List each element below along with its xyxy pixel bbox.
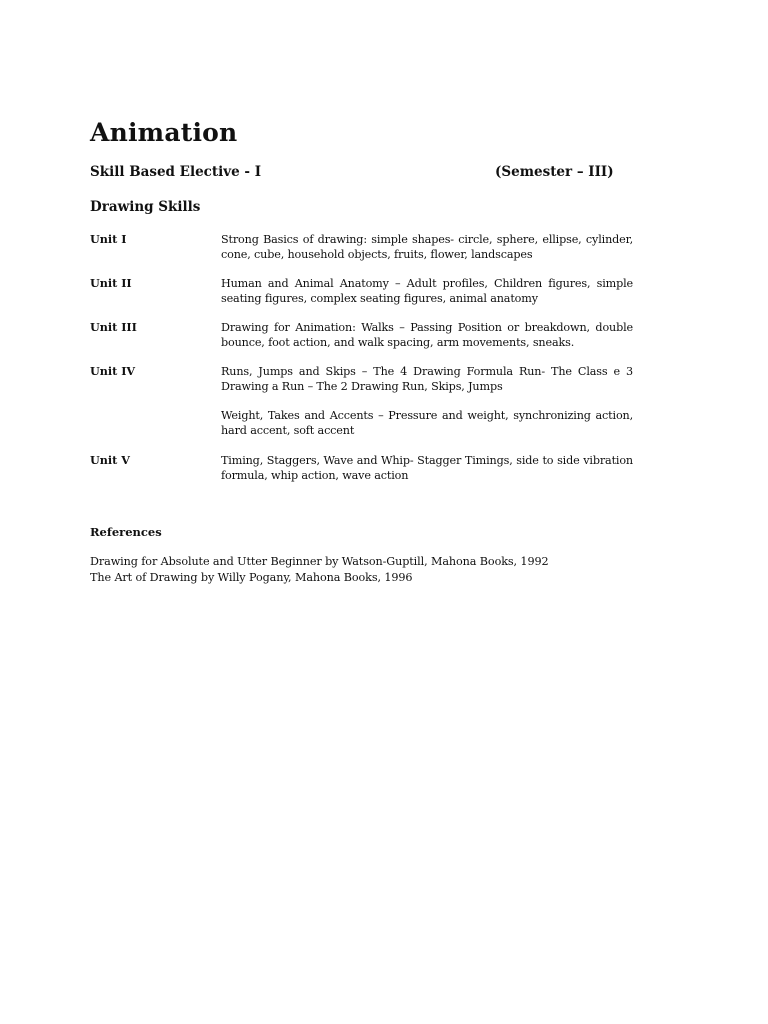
reference-item: Drawing for Absolute and Utter Beginner by Watson-Guptill, Mahona Books, 1992 bbox=[90, 555, 549, 568]
unit-label: Unit IV bbox=[90, 364, 136, 378]
unit-paragraph: Drawing for Animation: Walks – Passing Position or breakdown, double bounce, foot action, and walk spacing, arm movements, sneaks. bbox=[221, 321, 633, 349]
unit-description bbox=[221, 320, 633, 364]
unit-description bbox=[221, 232, 633, 276]
unit-description bbox=[221, 453, 633, 497]
unit-paragraph: Human and Animal Anatomy – Adult profiles, Children figures, simple seating figures, complex seating figures, animal anatomy bbox=[221, 277, 633, 305]
unit-label: Unit I bbox=[90, 232, 127, 246]
semester-label: (Semester – III) bbox=[495, 164, 614, 180]
unit-paragraph: Timing, Staggers, Wave and Whip- Stagger Timings, side to side vibration formula, whip action, wave action bbox=[221, 454, 633, 482]
reference-item: The Art of Drawing by Willy Pogany, Mahona Books, 1996 bbox=[90, 571, 413, 584]
unit-label: Unit II bbox=[90, 276, 132, 290]
unit-description bbox=[221, 276, 633, 320]
unit-label: Unit V bbox=[90, 453, 130, 467]
references-title: References bbox=[90, 525, 162, 539]
unit-paragraph: Runs, Jumps and Skips – The 4 Drawing Formula Run- The Class e 3 Drawing a Run – The 2 Drawing Run, Skips, Jumps bbox=[221, 365, 633, 393]
unit-paragraph: Strong Basics of drawing: simple shapes- circle, sphere, ellipse, cylinder, cone, cube, household objects, fruits, flower, landscapes bbox=[221, 233, 633, 261]
references-list bbox=[90, 554, 590, 586]
unit-label: Unit III bbox=[90, 320, 137, 334]
section-title: Drawing Skills bbox=[90, 199, 201, 215]
course-subtitle: Skill Based Elective - I bbox=[90, 164, 262, 180]
document-title: Animation bbox=[90, 118, 238, 147]
unit-description bbox=[221, 364, 633, 452]
unit-paragraph: Weight, Takes and Accents – Pressure and weight, synchronizing action, hard accent, soft accent bbox=[221, 409, 633, 437]
